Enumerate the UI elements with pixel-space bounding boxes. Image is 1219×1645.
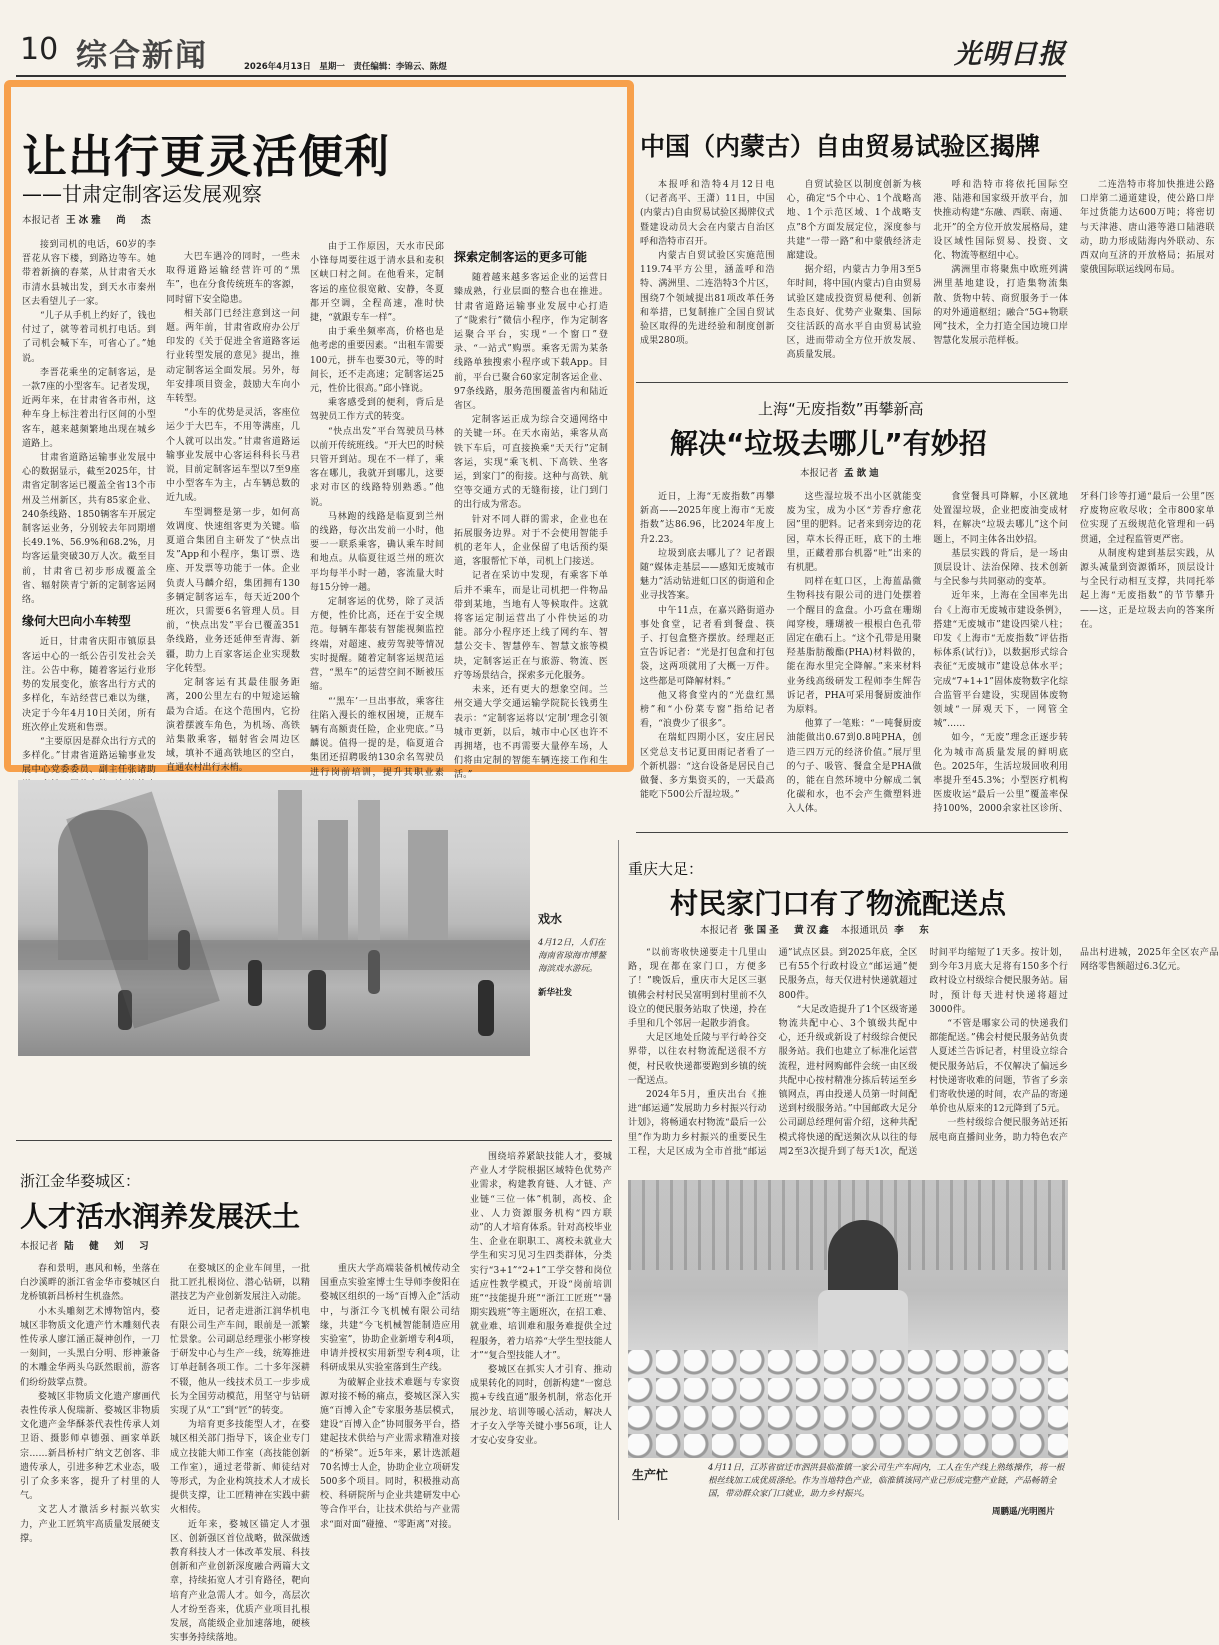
lead-byline: 本报记者 王冰雅 尚 杰 xyxy=(22,215,154,226)
paragraph: 大足区地处丘陵与平行岭谷交界带，以往农村物流配送很不方便，村民收快递都要跑到乡镇的统一配送点。 xyxy=(628,1033,767,1086)
paragraph: 同样在虹口区，上海蓝晶微生物科技有限公司的进门处摆着一个醒目的盒盘。小巧盒在珊瑚闻穿梭，珊瑚被一根根白色孔带固定在礁石上。“这个孔带是用聚羟基脂肪酸酯(PHA)材料做的，能在海水里完全降解。”来来材料业务线高级研发工程师李生辉告诉记者，PHA可采用餐厨废油作为原料。 xyxy=(786,577,922,716)
lead-subhead-3: 探索定制客运的更多可能 xyxy=(454,250,588,264)
paragraph: “‘黑车’一旦出事故，乘客往往陷入漫长的维权困境，正规车辆有高额责任险，企业兜底。”马麟说。值得一提的是，临夏道合集团还招聘吸纳130余名驾驶员进行岗前培训，提升其职业素 xyxy=(310,696,444,778)
paragraph: 他算了一笔账：“一吨餐厨废油能做出0.67到0.8吨PHA，创造三四万元的经济价值。”展厅里的勺子、吸管、餐盒全是PHA做的，能在自然环境中分解成二氧化碳和水，也不会产生微塑料进入人体。 xyxy=(786,719,922,815)
paragraph: “不管是哪家公司的快递我们都能配送。”佛会村便民服务站负责人夏述兰告诉记者，村里设立综合便民服务站后，不仅解决了偏远乡村快递寄收难的问题，节省了乡亲们寄收快递的时间，农产品的寄递单价也从原来的12元降到了5元。 xyxy=(929,1019,1068,1115)
paper-logo: 光明日报 xyxy=(954,39,1066,70)
inner-mongolia-title: 中国（内蒙古）自由贸易试验区揭牌 xyxy=(640,132,1041,161)
divider xyxy=(636,382,1068,383)
zhejiang-byline: 本报记者 陆 健 刘 习 xyxy=(20,1241,152,1252)
photo-title: 戏水 xyxy=(538,912,563,926)
paragraph: 针对不同人群的需求，企业也在拓展服务边界。对于不会使用智能手机的老年人，企业保留了电话预约渠道，客服帮忙下单，司机上门接送。 xyxy=(454,514,608,568)
paragraph: 乘客感受到的便利，背后是驾驶员工作方式的转变。 xyxy=(310,398,444,423)
paragraph: 自贸试验区以制度创新为核心，确定“5个中心、1个战略高地、1个示范区域、1个战略支点”8个方面发展定位，深度参与共建“一带一路”和中蒙俄经济走廊建设。 xyxy=(786,180,922,262)
divider xyxy=(636,832,1068,833)
paragraph: 如今，“无废”理念正逐步转化为城市高质量发展的鲜明底色。2025年，生活垃圾回收利用率提升至45.3%；小型医疗机构医废收运“最后一公里”覆盖率保持100%，2000余家社区诊所、牙科门诊等打通“最后一公里”医疗废物应收尽收；全市800家单位实现了五级规范化管理和一码贯通，全过程监管更严密。 xyxy=(933,492,1215,815)
paragraph: 为破解企业技术难题与专家资源对接不畅的痛点，婺城区深入实施“百博入企”专家服务基层模式，建设“百博入企”协同服务平台，搭建起技术供给与产业需求精准对接的“桥梁”。近5年来，累计选派超70名博士人企，协助企业立项研发500多个项目。同时，积极推动高校、科研院所与企业共建研发中心等合作平台，让技术供给与产业需求“面对面”碰撞、“零距离”对接。 xyxy=(320,1377,460,1530)
paragraph: 基层实践的背后，是一场由顶层设计、法治保障、技术创新与全民参与共同驱动的变革。 xyxy=(933,548,1068,588)
paragraph: 食堂餐具可降解，小区就地处置湿垃圾，企业把废油变成材料，在解决“垃圾去哪儿”这个问题上，不同主体各出妙招。 xyxy=(933,492,1068,545)
zhejiang-col-2 xyxy=(170,1262,310,1644)
paragraph: 婺城区在抓实人才引育、推动成果转化的同时，创新构建“一窗总揽+专线直通”服务机制，常态化开展沙龙、培训等暖心活动，解决人才子女入学等关键小事56项，让人才安心安身安业。 xyxy=(470,1365,612,1447)
paragraph: “以前寄收快递要走十几里山路，现在都在家门口，方便多了！”晚饭后，重庆市大足区三驱镇佛会村村民吴富明到村里前不久设立的便民服务站取了快递，拎在手里和几个邻居一起散步消食。 xyxy=(628,948,767,1030)
factory-photo xyxy=(628,1180,1068,1458)
paragraph: “小车的优势是灵活，客座位运少于大巴车，不用等满座，几个人就可以出发。”甘肃省道路运输事业发展中心客运科科长马君说，目前定制客运车型以7至9座中小型客车为主，占车辆总数的近九成。 xyxy=(166,408,300,504)
zhejiang-col-1 xyxy=(20,1262,160,1544)
paragraph: 一些村级综合便民服务站还拓展电商直播间业务，助力特色农产品出村进城，2025年全区农产品网络零售额超过6.3亿元。 xyxy=(929,948,1219,1143)
lead-reporters: 王冰雅 尚 杰 xyxy=(66,215,154,226)
paragraph: 由于乘坐频率高，价格也是他考虑的重要因素。“出租车需要100元，拼车也要30元，等的时间长，还不走高速；定制客运25元，性价比很高。”邱小锋说。 xyxy=(310,327,444,395)
paragraph: 围绕培养紧缺技能人才，婺城产业人才学院根据区域特色优势产业需求，构建教育链、人才链、产业链“三位一体”机制，高校、企业、人力资源服务机构“四方联动”的人才培育体系。针对高校毕业生、企业在职职工、离校未就业大学生和实习见习生四类群体，分类实行“3+1”“2+1”工学交替和岗位适应性教学模式，开设“岗前培训班”“技能提升班”“浙江工匠班”“暑期实践班”等主题班次，在招工难、就业难、培训难和服务难提供全过程服务，着力培养“大学生型技能人才”“复合型技能人才”。 xyxy=(470,1152,612,1361)
paragraph: 近年来，上海在全国率先出台《上海市无废城市建设条例》，搭建“无废城市”建设四梁八柱；印发《上海市“无废指数”评估指标体系(试行)》，以数据形式综合表征“无废城市”建设总体水平；完成“7+1+1”固体废物数字化综合监管平台建设，实现固体废物领域“一屏观天下，一网管全城”…… xyxy=(933,591,1068,730)
column-divider xyxy=(618,840,619,1520)
paragraph: 随着越来越多客运企业的运营日臻成熟，行业层面的整合也在推进。甘肃省道路运输事业发展中心打造了“陇索行”微信小程序，作为定制客运聚合平台，实现“一个窗口”登录、“一站式”购票。乘客无需为某条线路单独搜索小程序或下载App。目前，平台已聚合60家定制客运企业、97条线路，服务范围覆盖省内和陆近省区。 xyxy=(454,273,608,412)
paragraph: 这些湿垃圾不出小区就能变废为宝，成为小区“芳香疗愈花园”里的肥料。记者来到旁边的花园，草木长得正旺，底下的土堆里，正藏着那台机器“吐”出来的有机肥。 xyxy=(786,492,922,574)
chongqing-reporters: 张国圣 黄汉鑫 xyxy=(744,925,832,936)
lead-subtitle: ——甘肃定制客运发展观察 xyxy=(22,182,262,206)
lead-col-4 xyxy=(454,250,608,781)
paragraph: 由于工作原因，天水市民邱小锋每周要往返于清水县和麦积区峡口村之间。在他看来，定制客运的座位很宽敞、安静，冬夏都开空调，全程高速，准时快捷，“就跟专车一样”。 xyxy=(310,242,444,324)
paragraph: “主要原因是群众出行方式的多样化。”甘肃省道路运输事业发展中心党委委员、副主任张诸助 xyxy=(22,736,156,776)
paragraph: 婺城区非物质文化遗产廖画代表性传承人倪瑞新、婺城区非物质文化遗产金华酥茶代表性传承人刘卫语、摄影师卓德强、画家单跃宗……新昌桥村广纳文艺创客、非遗传承人，引进多种艺术业态，吸引了众多来客，提升了村里的人气。 xyxy=(20,1391,160,1502)
beach-photo-caption-block xyxy=(538,910,608,998)
zhejiang-kicker: 浙江金华婺城区： xyxy=(20,1172,141,1190)
lead-col-1 xyxy=(22,238,156,776)
shanghai-byline: 本报记者 孟歆迪 xyxy=(800,468,882,479)
paragraph: 未来，还有更大的想象空间。兰州交通大学交通运输学院院长钱勇生表示：“定制客运将以‘定制’理念引领城市更新，以后，城市中心区也许不再拥堵，也不再需要大量停车场，人们将由定制的智能车辆连接工作和生活。” xyxy=(454,685,608,781)
paragraph: 垃圾到底去哪儿了？记者跟随“媒体走基层——感知无废城市魅力”活动钻进虹口区的街道和企业寻找答案。 xyxy=(640,548,775,602)
shanghai-reporters: 孟歆迪 xyxy=(844,468,882,479)
paragraph: “大足改造提升了1个区级寄递物流共配中心、3个镇级共配中心，还升级或新设了村级综合便民服务站。我们也建立了标准化运营流程，进村网购邮件会统一由区级共配中心按村精准分拣后转运至乡镇网点，再由投递人员第一时间配送到村级服务站。”中国邮政大足分公司副总经理何雷介绍，这种共配模式将快递的配送频次从以往的每周2至3次提升到了每天1次，配送时间平均缩短了1天多。按计划，到今年3月底大足将有150多个行政村设立村级综合便民服务站。届时，预计每天进村快递将超过3000件。 xyxy=(778,948,1068,1157)
paragraph: 定制客运正成为综合交通网络中的关键一环。在天水南站，乘客从高铁下车后，可直接换乘“天天行”定制客运，实现“乘飞机、下高铁、坐客运，到家门”的衔接。这种与高铁、航空等交通方式的无缝衔接，让门到门的出行成为常态。 xyxy=(454,415,608,511)
paragraph: 文艺人才激活乡村振兴软实力，产业工匠筑牢高质量发展硬支撑。 xyxy=(20,1505,160,1544)
paragraph: 本报呼和浩特4月12日电（记者高平、王潇）11日，中国(内蒙古)自由贸易试验区揭牌仪式暨建设动员大会在内蒙古自治区呼和浩特市召开。 xyxy=(640,180,775,247)
chongqing-title: 村民家门口有了物流配送点 xyxy=(670,887,1007,920)
paragraph: 呼和浩特市将依托国际空港、陆港和国家级开放平台，加快推动构建“东融、西联、南通、北开”的全方位开放发展格局，建设区域性国际贸易、投资、文化、物流等枢纽中心。 xyxy=(933,180,1068,262)
zhejiang-title: 人才活水润养发展沃土 xyxy=(20,1200,301,1233)
zhejiang-col-3 xyxy=(320,1262,460,1530)
shanghai-title: 解决“垃圾去哪儿”有妙招 xyxy=(670,427,987,460)
divider xyxy=(16,1140,612,1141)
chongqing-byline: 本报记者 张国圣 黄汉鑫 本报通讯员 李 东 xyxy=(700,925,932,936)
inner-mongolia-body xyxy=(640,178,1215,374)
paragraph: 内蒙古自贸试验区实施范围119.74平方公里，涵盖呼和浩特、满洲里、二连浩特3个片区，围绕7个领域提出81项改革任务和举措，已复制推广全国自贸试验区取得的先进经验和制度创新成果280项。 xyxy=(640,251,775,347)
photo-caption: 4月12日，人们在海南省琼海市博鳌海滨戏水游玩。 xyxy=(538,938,607,974)
paragraph: 近日，甘肃省庆阳市镇原县客运中心的一纸公告引发社会关注。公告中称，随着客运行业形势的发展变化，旅客出行方式的多样化，车站经营已难以为继，决定于今年4月10日关闭，所有班次停止发班和售票。 xyxy=(22,637,156,733)
lead-col-2 xyxy=(166,250,300,774)
paragraph: 2024年5月，重庆出台《推进“邮运通”发展助力乡村振兴行动计划》，将畅通农村物流“最后一公里”作为助力乡村振兴的重要民生工程，大足区成为全市首批“邮运通”试点区县。到2025年底，全区已有55个行政村设立“邮运通”便民服务点，每天仅进村快递就超过800件。 xyxy=(628,948,918,1157)
paragraph: 近日，上海“无废指数”再攀新高——2025年度上海市“无废指数”达86.96，比2024年度上升2.23。 xyxy=(640,492,775,545)
paragraph: 记者在采访中发现，有乘客下单后并不乘车，而是让司机把一件物品带到某地，当地有人等候取件。这就将客运定制运营出了小件快运的功能。部分小程序还上线了网约车、智慧公交卡、智慧停车、智慧文旅等模块，定制客运正在与旅游、物流、医疗等场景结合，探索多元化服务。 xyxy=(454,571,608,681)
paragraph: 重庆大学高端装备机械传动全国重点实验室博士生导师李俊阳在婺城区组织的一场“百博入企”活动中，与浙江今飞机械有限公司结缘，共建“今飞机械智能制造应用实验室”，协助企业新增专利4项，申请并授权实用新型专利4项，让科研成果从实验室落到生产线。 xyxy=(320,1264,460,1374)
zhejiang-col-4 xyxy=(470,1150,612,1522)
paragraph: 中午11点，在嘉兴路街道办事处食堂，记者看到餐盘、筷子、打包盒整齐摆放。经理赵正宣告诉记者：“光是打包盒和打包袋，这两项就用了大概一万件。这些都是可降解材料。” xyxy=(640,605,775,687)
paragraph: 满洲里市将聚焦中欧班列满洲里基地建设，打造集物流集散、货物中转、商贸服务于一体的对外通道枢纽；融合“5G+物联网”技术，全力打造全国边境口岸智慧化发展示范样板。 xyxy=(933,265,1068,347)
paragraph: 春和景明，惠风和畅，坐落在白沙溪畔的浙江省金华市婺城区白龙桥镇新昌桥村生机盎然。 xyxy=(20,1264,160,1303)
paragraph: 李晋花乘坐的定制客运，是一款7座的小型客车。记者发现，近两年来，在甘肃省各市州，这种车身上标注着出行区间的小型客车，越来越频繁地出现在城乡道路上。 xyxy=(22,367,156,449)
paragraph: 相关部门已经注意到这一问题。两年前，甘肃省政府办公厅印发的《关于促进全省道路客运行业转型发展的意见》提出，推动定制客运全面发展。另外，每年安排项目资金，鼓励大车向小车转型。 xyxy=(166,308,300,405)
paragraph: 他又将食堂内的“光盘红黑榜”和“小份菜专窗”指给记者看，“浪费少了很多”。 xyxy=(640,690,775,730)
factory-photo-caption: 4月11日，江苏省宿迁市泗洪县临淮镇一家公司生产车间内，工人在生产线上熟练操作，将一根根丝线加工成优质涤纶。作为当地特色产业，临淮镇该同产业已形成完整产业链，产品畅销全国，带动群众家门口就业，助力乡村振兴。 xyxy=(708,1463,1065,1499)
chongqing-body xyxy=(628,946,1219,1166)
factory-photo-credit: 周鹏遥/光明图片 xyxy=(992,1507,1055,1517)
paragraph: 近年来，婺城区锚定人才强区、创新强区首位战略，做深做透教育科技人才一体改革发展、科技创新和产业创新深度融合两篇大文章，持续拓宽人才引育路径，靶向培育产业急需人才。如今，高层次人才纷至沓来，优质产业项目扎根发展，高能级企业加速落地，硬核实事务持续落地。 xyxy=(170,1519,310,1644)
lead-subhead-1: 缘何大巴向小车转型 xyxy=(22,614,131,629)
paragraph: 在瑞虹四期小区，安庄居民区党总支书记夏田雨记者看了一个新机器：“这台设备是居民自己做餐、多方集资买的，一天最高能吃下500公斤湿垃圾。” xyxy=(640,733,775,801)
factory-photo-title: 生产忙 xyxy=(632,1468,669,1482)
paragraph: 小木头雕刻艺术博物馆内，婺城区非物质文化遗产竹木雕刻代表性传承人廖江涵正凝神创作，一刀一刻间，一头黑白分明、形神兼备的木雕金华两头乌跃然眼前，游客们纷纷鼓掌点赞。 xyxy=(20,1306,160,1388)
shanghai-body xyxy=(640,490,1215,820)
lead-title: 让出行更灵活便利 xyxy=(22,130,391,183)
paragraph: 定制客运有其最佳服务距离，200公里左右的中短途运输最为合适。在这个范围内，它扮演着摆渡车角色，为机场、高铁站集散乘客，辐射省会周边区域，填补不通高铁地区的空白，直通农村出行末梢。 xyxy=(166,678,300,774)
paragraph: 马林跑的线路是临夏到兰州的线路，每次出发前一小时，他要一一联系乘客，确认乘车时间和地点。从临夏往返兰州的班次平均每半小时一趟，客流量大时每15分钟一趟。 xyxy=(310,511,444,593)
chongqing-correspondent: 李 东 xyxy=(894,925,932,936)
paragraph: 接到司机的电话，60岁的李晋花从容下楼，到路边等车。她带着新摘的春菜，从甘肃省天水市清水县城出发，到天水市秦州区去看望儿子一家。 xyxy=(22,240,156,307)
paragraph: 近日，记者走进浙江润华机电有限公司生产车间，眼前是一派繁忙景象。公司副总经理张小彬穿梭于研发中心与生产一线，统筹推进订单赶制各项工作。二十多年深耕不辍，他从一线技术员工一步步成长为全国劳动模范，用坚守与钻研实现了从“工”到“匠”的转变。 xyxy=(170,1306,310,1417)
chongqing-kicker: 重庆大足： xyxy=(628,860,704,878)
photo-credit: 新华社发 xyxy=(538,988,573,998)
paragraph: 从制度构建到基层实践，从源头减量到资源循环，顶层设计与全民行动相互支撑，共同托举起上海“无废指数”的节节攀升——这，正是垃圾去向的答案所在。 xyxy=(1079,548,1215,630)
paragraph: 车型调整是第一步，如何高效调度、快速组客更为关键。临夏道合集团自主研发了“快点出发”App和小程序，集订票、选座、开发票等功能于一体。企业负责人马麟介绍，集团拥有130多辆定制客运车，每天近200个班次，只需要6名管理人员。目前，“快点出发”平台已覆盖351条线路，业务还延伸至青海、新疆，助力上百家客运企业实现数字化转型。 xyxy=(166,507,300,674)
section-title: 综合新闻 xyxy=(76,38,208,74)
paragraph: 为培育更多技能型人才，在婺城区相关部门指导下，该企业专门成立技能大师工作室（高技能创新工作室），通过老带新、师徒结对等形式，为企业构筑技术人才成长提供支撑，让工匠精神在实践中薪火相传。 xyxy=(170,1420,310,1516)
beach-photo xyxy=(18,780,530,1056)
paragraph: 定制客运的优势，除了灵活方便，性价比高，还在于安全规范。每辆车都装有智能视频监控终端，对超速、疲劳驾驶等情况实时提醒。随着定制客运规范运营，“黑车”的运营空间不断被压缩。 xyxy=(310,597,444,693)
shanghai-kicker: 上海“无废指数”再攀新高 xyxy=(758,400,924,418)
paragraph: “儿子从手机上约好了，钱也付过了，就等着司机打电话。到了司机会喊下车，可省心了。”她说。 xyxy=(22,311,156,364)
paragraph: 在婺城区的企业车间里，一批批工匠扎根岗位、潜心钻研，以精湛技艺为产业创新发展注入动能。 xyxy=(170,1264,310,1303)
paragraph: 二连浩特市将加快推进公路口岸第二通道建设，使公路口岸年过货能力达600万吨；将密切与天津港、唐山港等港口陆港联动，助力形成陆海内外联动、东西双向互济的开放格局；拓展对蒙俄国际联运线网布局。 xyxy=(1079,180,1215,276)
masthead-rule xyxy=(16,75,1066,77)
zhejiang-reporters: 陆 健 刘 习 xyxy=(64,1241,152,1252)
lead-col-3 xyxy=(310,240,444,778)
page-number: 10 xyxy=(20,32,59,67)
paragraph: 据介绍，内蒙古力争用3至5年时间，将中国(内蒙古)自由贸易试验区建成投资贸易便利、创新生态良好、优势产业聚集、国际交往活跃的高水平自由贸易试验区，进而带动全方位开放发展、高质量发展。 xyxy=(786,265,922,361)
paragraph: 大巴车遇冷的同时，一些未取得道路运输经营许可的“黑车”，也在分食传统班车的客源，同时留下安全隐患。 xyxy=(166,252,300,305)
paragraph: 甘肃省道路运输事业发展中心的数据显示，截至2025年，甘肃省定制客运已覆盖全省13个市州及兰州新区，共有85家企业、240条线路、1850辆客车开展定制客运业务，分别较去年同期增长49.1%、56.9%和68.2%，月均客运量突破30万人次。截至目前，甘肃省已初步形成覆盖全省、辐射陕青宁新的定制客运网络。 xyxy=(22,453,156,606)
masthead xyxy=(16,28,1066,74)
paragraph: “快点出发”平台驾驶员马林以前开传统班线。“开大巴的时候只管开到站。现在不一样了，乘客在哪儿，我就开到哪儿，这要求对市区的线路特别熟悉。”他说。 xyxy=(310,426,444,508)
date-line: 2026年4月13日 星期一 责任编辑：李锦云、陈煜 xyxy=(244,62,447,72)
